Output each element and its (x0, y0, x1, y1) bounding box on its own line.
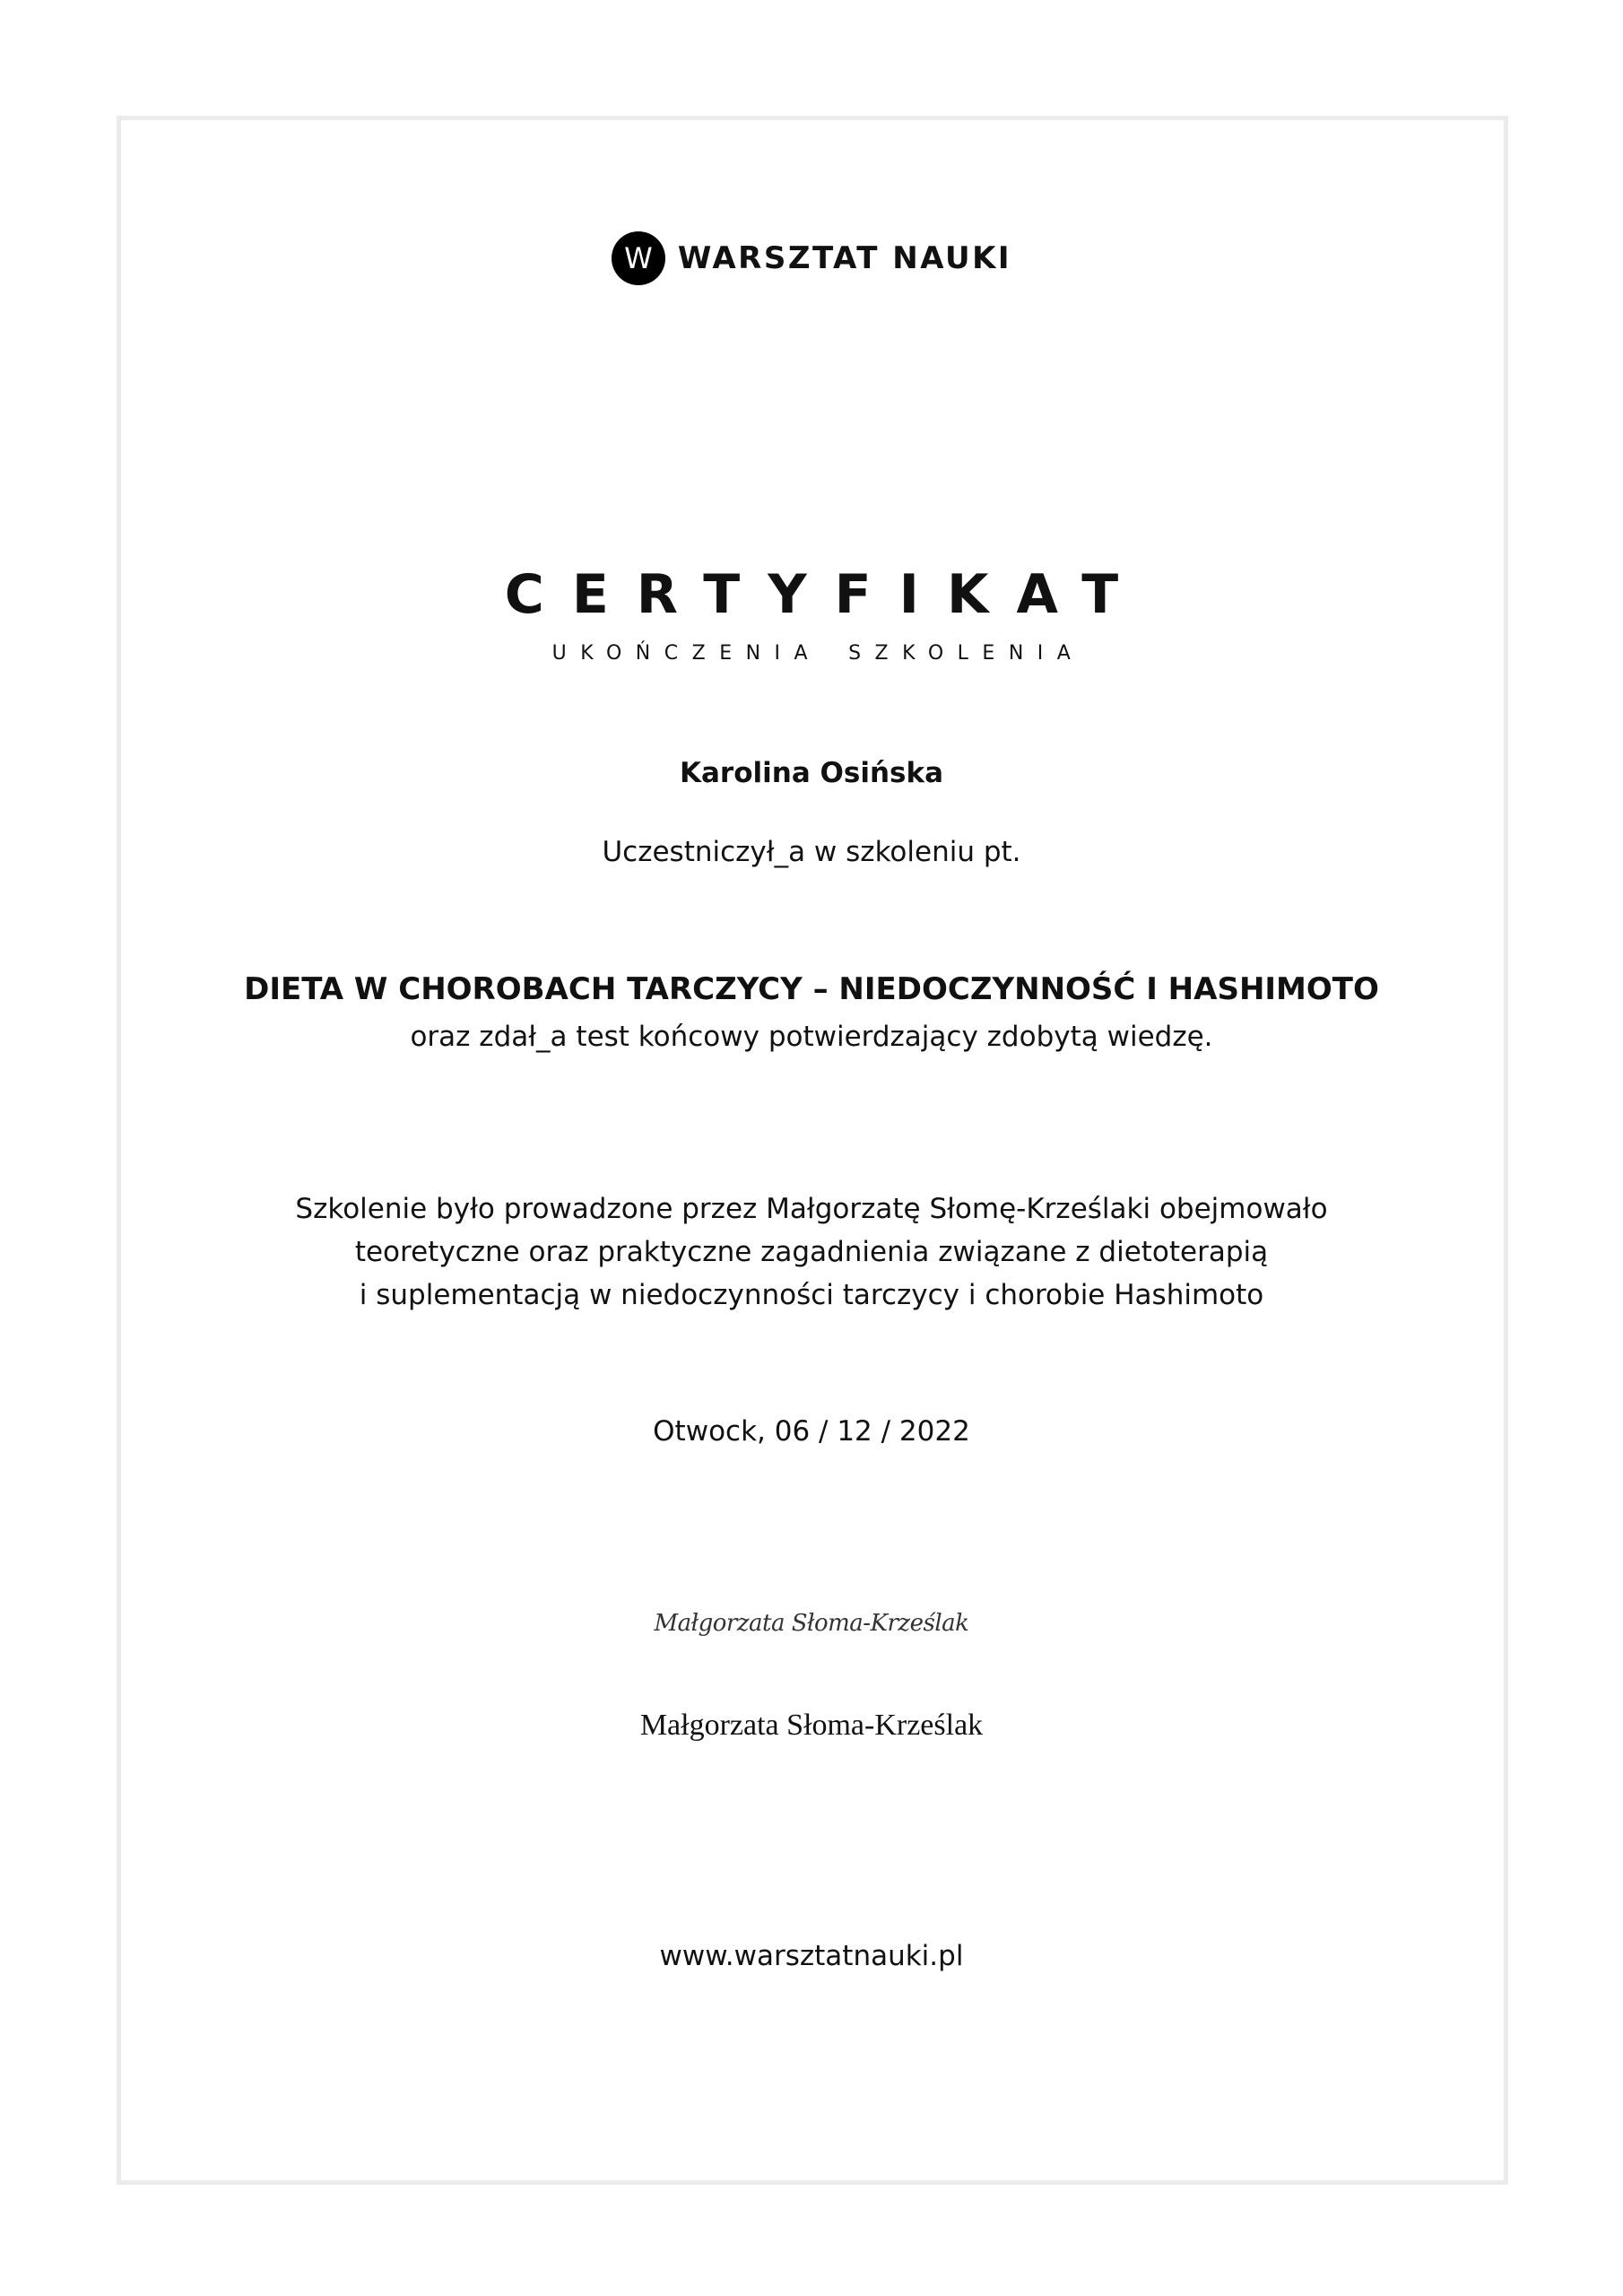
description-line-3: i suplementacją w niedoczynności tarczycy i chorobie Hashimoto (359, 1279, 1264, 1311)
handwritten-signature: Małgorzata Słoma-Krześlak (654, 1610, 969, 1637)
certificate-title: CERTYFIKAT (504, 563, 1147, 626)
subtitle-part-1: UKOŃCZENIA (551, 642, 822, 665)
participant-name: Karolina Osińska (679, 757, 944, 789)
logo-text: WARSZTAT NAUKI (677, 240, 1012, 276)
course-title: DIETA W CHOROBACH TARCZYCY – NIEDOCZYNNOŚĆ I HASHIMOTO (244, 971, 1379, 1007)
certificate-subtitle (0, 642, 1623, 665)
logo (0, 231, 1623, 285)
course-description (0, 1187, 1623, 1317)
signer-name: Małgorzata Słoma-Krześlak (639, 1709, 984, 1742)
subtitle-part-2: SZKOLENIA (848, 642, 1085, 665)
description-line-1: Szkolenie było prowadzone przez Małgorzatę Słomę-Krześlaki obejmowało (295, 1193, 1328, 1225)
certificate-border (117, 116, 1508, 2185)
participation-text: Uczestniczył_a w szkoleniu pt. (602, 836, 1021, 868)
website-link[interactable]: www.warsztatnauki.pl (659, 1940, 964, 1972)
logo-w-icon: W (612, 231, 665, 285)
test-passed-text: oraz zdał_a test końcowy potwierdzający zdobytą wiedzę. (410, 1021, 1213, 1053)
place-and-date: Otwock, 06 / 12 / 2022 (653, 1415, 970, 1448)
description-line-2: teoretyczne oraz praktyczne zagadnienia związane z dietoterapią (354, 1236, 1269, 1268)
